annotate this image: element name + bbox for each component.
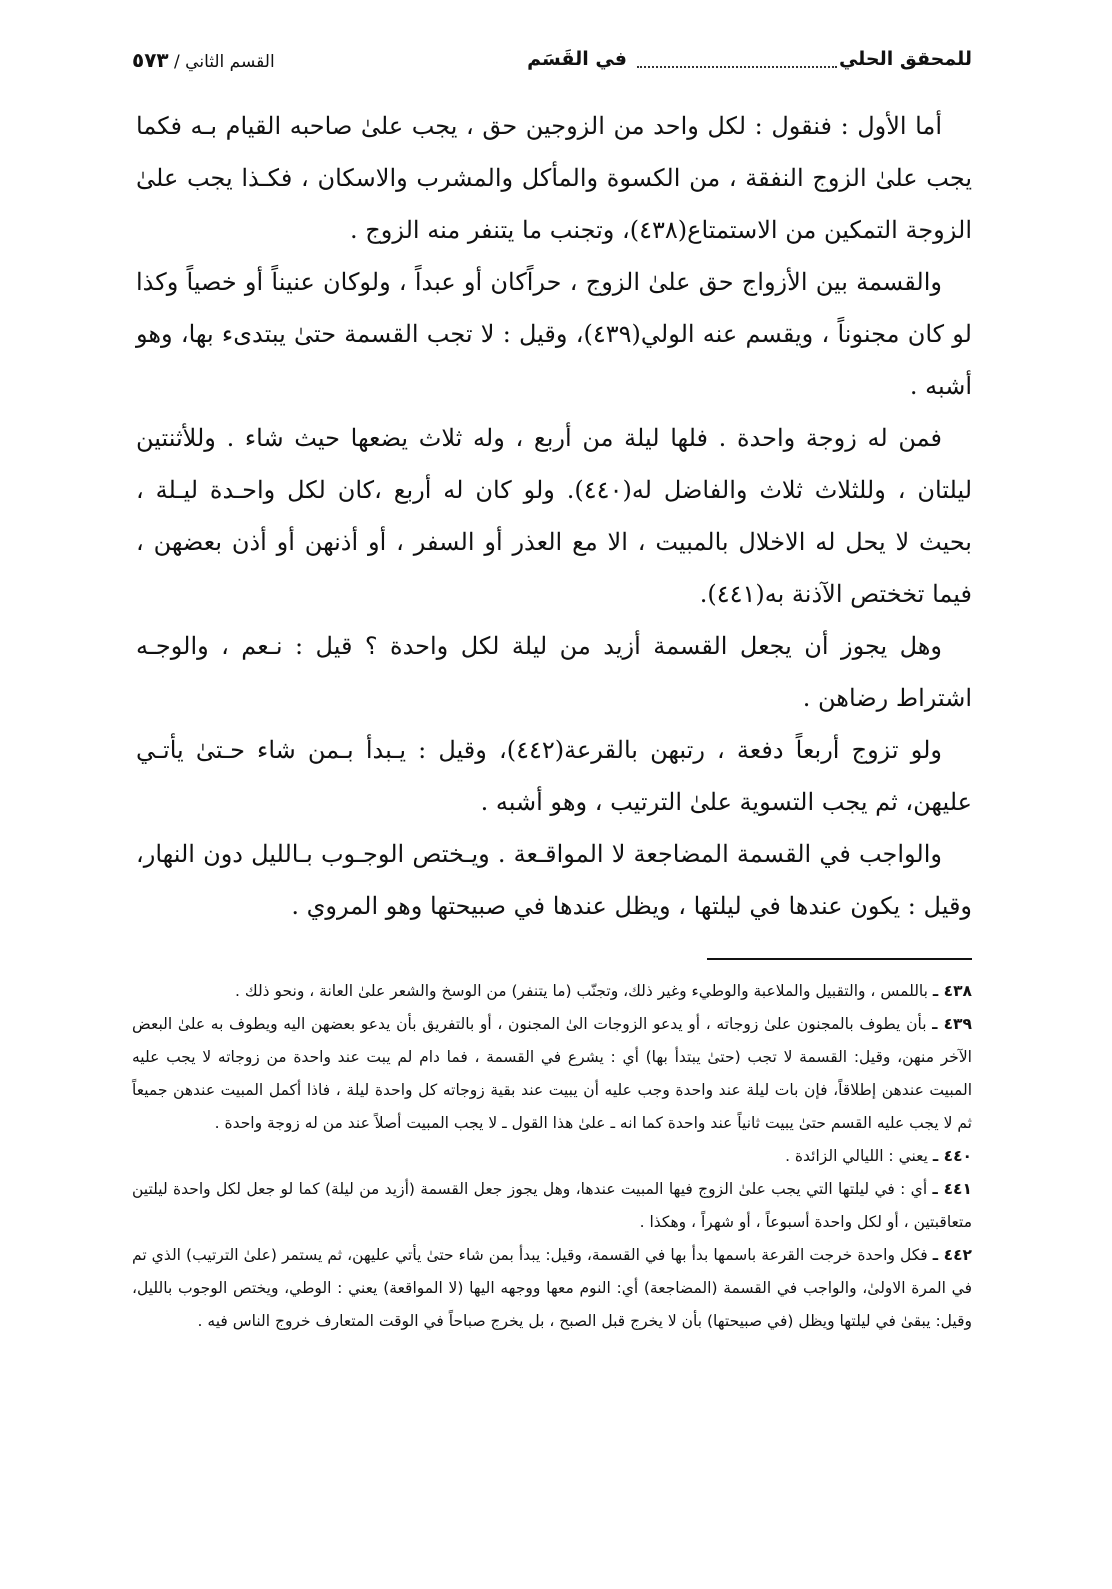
body-paragraph-3: فمن له زوجة واحدة . فلها ليلة من أربع ، وله ثلاث يضعها حيث شاء . وللأثنتين ليلتان ، وللثلاث ثلاث والفاضل له(٤٤٠). ولو كان له أربع ،كان لكل واحـدة ليـلة ، بحيث لا يحل له الاخلال بالمبيت ، الا مع العذر أو السفر ، أو أذنهن أو أذن بعضهن ، فيما تخختص الآذنة به(٤٤١).: [136, 424, 973, 608]
footnote-438: [132, 975, 972, 1008]
footnote-number: ٤٤٢ ـ: [932, 1246, 972, 1264]
footnote-text: بأن يطوف بالمجنون علىٰ زوجاته ، أو يدعو الزوجات الىٰ المجنون ، أو بالتفريق بأن يدعو بعضهن اليه ويطوف به علىٰ البعض الآخر منهن، وقيل: القسمة لا تجب (حتىٰ يبتدأ بها) أي : يشرع في القسمة ، فما دام لم يبت عند واحدة من زوجاته لا يجب عليه المبيت عندهن إطلاقاً، فإن بات ليلة عند واحدة وجب عليه أن يبيت عند بقية زوجاته كل واحدة ليلة ، فاذا أكمل المبيت عندهن جميعاً ثم لا يجب عليه القسم حتىٰ يبيت ثانياً عند واحدة كما انه ـ علىٰ هذا القول ـ لا يجب المبيت أصلاً عند من له زوجة واحدة .: [132, 1015, 972, 1132]
header-dotted-leader: [637, 50, 837, 68]
footnote-text: يعني : الليالي الزائدة .: [785, 1147, 928, 1165]
footnote-441: [132, 1173, 972, 1239]
header-author: للمحقق الحلي: [838, 48, 972, 70]
footnote-number: ٤٤٠ ـ: [932, 1147, 972, 1165]
footnote-number: ٤٣٩ ـ: [932, 1015, 972, 1033]
footnote-text: فكل واحدة خرجت القرعة باسمها بدأ بها في القسمة، وقيل: يبدأ بمن شاء حتىٰ يأتي عليهن، ثم يستمر (علىٰ الترتيب) الذي تم في المرة الاولىٰ، والواجب في القسمة (المضاجعة) أي: النوم معها ووجهه اليها (لا المواقعة) يعني : الوطي، ويختص الوجوب بالليل، وقيل: يبقىٰ في ليلتها ويظل (في صبيحتها) بأن لا يخرج قبل الصبح ، بل يخرج صباحاً في الوقت المتعارف خروج الناس فيه .: [132, 1246, 972, 1330]
body-paragraph-4: وهل يجوز أن يجعل القسمة أزيد من ليلة لكل واحدة ؟ قيل : نـعم ، والوجـه اشتراط رضاهن .: [136, 632, 972, 712]
footnote-number: ٤٤١ ـ: [932, 1180, 972, 1198]
footnote-number: ٤٣٨ ـ: [932, 982, 972, 1000]
body-paragraph-5: ولو تزوج أربعاً دفعة ، رتبهن بالقرعة(٤٤٢)، وقيل : يـبدأ بـمن شاء حـتىٰ يأتـي عليهن، ثم يجب التسوية علىٰ الترتيب ، وهو أشبه .: [136, 736, 972, 816]
body-paragraph-2: والقسمة بين الأزواج حق علىٰ الزوج ، حراًكان أو عبداً ، ولوكان عنيناً أو خصياً وكذا لو كان مجنوناً ، ويقسم عنه الولي(٤٣٩)، وقيل : لا تجب القسمة حتىٰ يبتدىء بها، وهو أشبه .: [136, 268, 972, 400]
header-page-number: ٥٧٣: [132, 48, 169, 72]
footnote-440: [132, 1140, 972, 1173]
header-section-label: القسم الثاني /: [174, 52, 275, 72]
header-page-info: [132, 48, 275, 72]
body-paragraph-6: والواجب في القسمة المضاجعة لا المواقـعة . ويـختص الوجـوب بـالليل دون النهار، وقيل : يكون عندها في ليلتها ، ويظل عندها في صبيحتها وهو المروي .: [136, 840, 972, 920]
main-text: [136, 100, 972, 932]
footnotes: [132, 975, 972, 1338]
footnote-separator: [707, 958, 972, 960]
running-header: [132, 48, 972, 84]
footnote-439: [132, 1008, 972, 1140]
body-paragraph-1: أما الأول : فنقول : لكل واحد من الزوجين حق ، يجب علىٰ صاحبه القيام بـه فكما يجب علىٰ الزوج النفقة ، من الكسوة والمأكل والمشرب والاسكان ، فكـذا يجب علىٰ الزوجة التمكين من الاستمتاع(٤٣٨)، وتجنب ما يتنفر منه الزوج .: [136, 112, 972, 244]
header-chapter-title: في القَسَم: [527, 48, 627, 70]
footnote-text: أي : في ليلتها التي يجب علىٰ الزوج فيها المبيت عندها، وهل يجوز جعل القسمة (أزيد من ليلة) كما لو جعل لكل واحدة ليلتين متعاقبتين ، أو لكل واحدة أسبوعاً ، أو شهراً ، وهكذا .: [132, 1180, 972, 1231]
footnote-text: باللمس ، والتقبيل والملاعبة والوطيء وغير ذلك، وتجنّب (ما يتنفر) من الوسخ والشعر علىٰ العانة ، ونحو ذلك .: [235, 982, 928, 1000]
footnote-442: [132, 1239, 972, 1338]
